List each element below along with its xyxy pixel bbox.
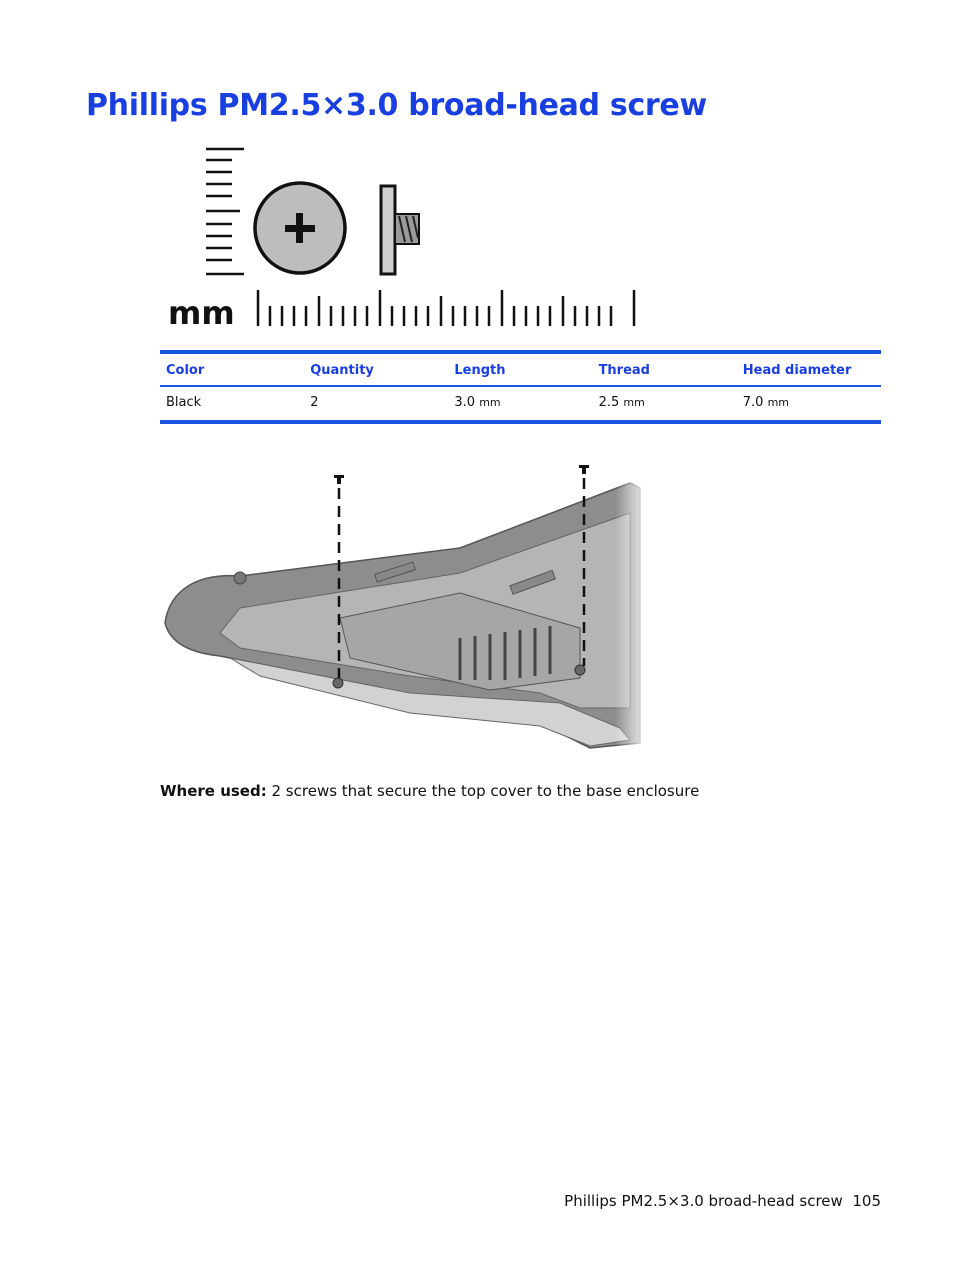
table-row	[160, 386, 881, 422]
mm-label: mm	[168, 294, 235, 332]
cell-quantity: 2	[310, 395, 319, 410]
horizontal-scale	[258, 290, 634, 326]
footer-section-title: Phillips PM2.5×3.0 broad-head screw	[564, 1192, 843, 1210]
table-header-row	[160, 352, 881, 386]
screw-scale-figure	[160, 140, 650, 335]
laptop-base-illustration	[160, 458, 650, 763]
header-length: Length	[454, 363, 506, 378]
header-quantity: Quantity	[310, 363, 374, 378]
vertical-scale	[206, 149, 244, 274]
screw-side-icon	[381, 186, 419, 274]
page-footer	[564, 1192, 881, 1210]
cell-thread	[593, 386, 737, 422]
head-diameter-value: 7.0	[742, 395, 764, 410]
length-unit: mm	[479, 396, 501, 409]
header-thread: Thread	[598, 363, 650, 378]
screw-spec-table	[160, 350, 881, 424]
cell-head-diameter	[737, 386, 881, 422]
header-color: Color	[166, 363, 205, 378]
thread-value: 2.5	[598, 395, 620, 410]
cell-color: Black	[166, 395, 202, 410]
head-diameter-unit: mm	[767, 396, 790, 409]
where-used-note	[160, 782, 699, 800]
thread-unit: mm	[623, 396, 645, 409]
page-title: Phillips PM2.5×3.0 broad-head screw	[86, 88, 707, 123]
header-head-diameter: Head diameter	[742, 363, 852, 378]
where-used-label: Where used:	[160, 782, 267, 800]
where-used-text: 2 screws that secure the top cover to the base enclosure	[271, 782, 700, 800]
screw-head-icon	[255, 183, 345, 273]
length-value: 3.0	[454, 395, 476, 410]
page-number: 105	[852, 1192, 881, 1210]
cell-length	[448, 386, 592, 422]
